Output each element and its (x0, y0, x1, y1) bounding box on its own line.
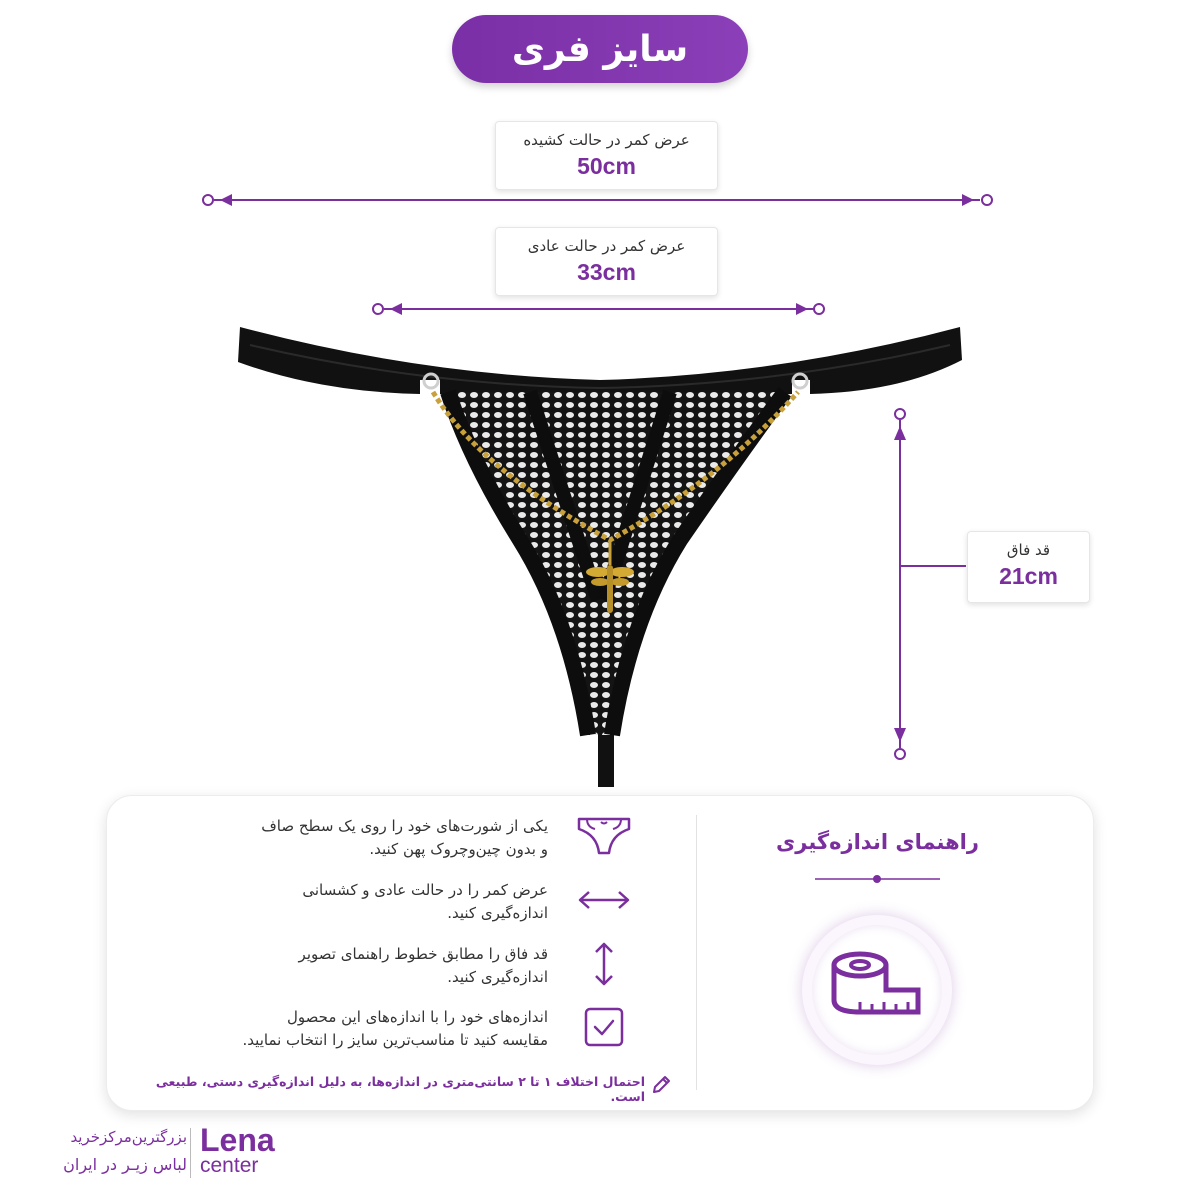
guide-step-3-line-1: قد فاق را مطابق خطوط راهنمای تصویر (298, 945, 548, 963)
brand-logo-name: Lena (200, 1122, 275, 1158)
rise-label: قد فاق (1006, 541, 1051, 559)
guide-step-3-line-2: اندازه‌گیری کنید. (447, 968, 548, 986)
measurement-note: احتمال اختلاف ۱ تا ۲ سانتی‌متری در اندازه‌ها، به دلیل اندازه‌گیری دستی، طبیعی است. (155, 1074, 645, 1104)
underwear-icon (575, 813, 633, 859)
panel-divider (696, 815, 697, 1090)
rise-value: 21cm (999, 563, 1058, 589)
guide-step-2-line-2: اندازه‌گیری کنید. (447, 904, 548, 922)
measuring-tape-icon (830, 950, 925, 1020)
waist-normal-dimension-line (373, 303, 824, 315)
waist-normal-label: عرض کمر در حالت عادی (527, 237, 686, 255)
waist-normal-value: 33cm (577, 259, 636, 285)
page-title: سایز فری (511, 28, 689, 70)
guide-step-1 (208, 815, 548, 861)
guide-step-4-line-1: اندازه‌های خود را با اندازه‌های این محصول (286, 1008, 548, 1026)
brand-tagline-1: بزرگترین‌مرکز‌خرید (70, 1128, 187, 1146)
brand-tagline-2: لباس زیـر در ایران (63, 1155, 187, 1174)
pencil-icon (650, 1074, 672, 1096)
guide-title: راهنمای اندازه‌گیری (776, 830, 979, 854)
guide-step-2 (208, 879, 548, 925)
guide-step-1-line-1: یکی از شورت‌های خود را روی یک سطح صاف (261, 817, 548, 835)
guide-step-3 (208, 943, 548, 989)
guide-step-4-line-2: مقایسه کنید تا مناسب‌ترین سایز را انتخاب نمایید. (242, 1031, 548, 1049)
guide-step-1-line-2: و بدون چین‌وچروک پهن کنید. (369, 840, 548, 858)
rise-dimension-line (894, 409, 966, 759)
guide-step-4 (208, 1006, 548, 1052)
horizontal-arrows-icon (575, 885, 633, 915)
brand-logo-sub: center (200, 1154, 259, 1177)
thong-garment (238, 327, 962, 787)
waist-stretched-value: 50cm (577, 153, 636, 179)
brand-separator (190, 1128, 191, 1178)
guide-title-underline (815, 872, 940, 886)
waist-stretched-dimension-line (203, 194, 992, 206)
vertical-arrows-icon (590, 940, 618, 988)
checkbox-icon (583, 1006, 625, 1048)
guide-step-2-line-1: عرض کمر را در حالت عادی و کشسانی (302, 881, 548, 899)
waist-stretched-label: عرض کمر در حالت کشیده (523, 131, 690, 149)
